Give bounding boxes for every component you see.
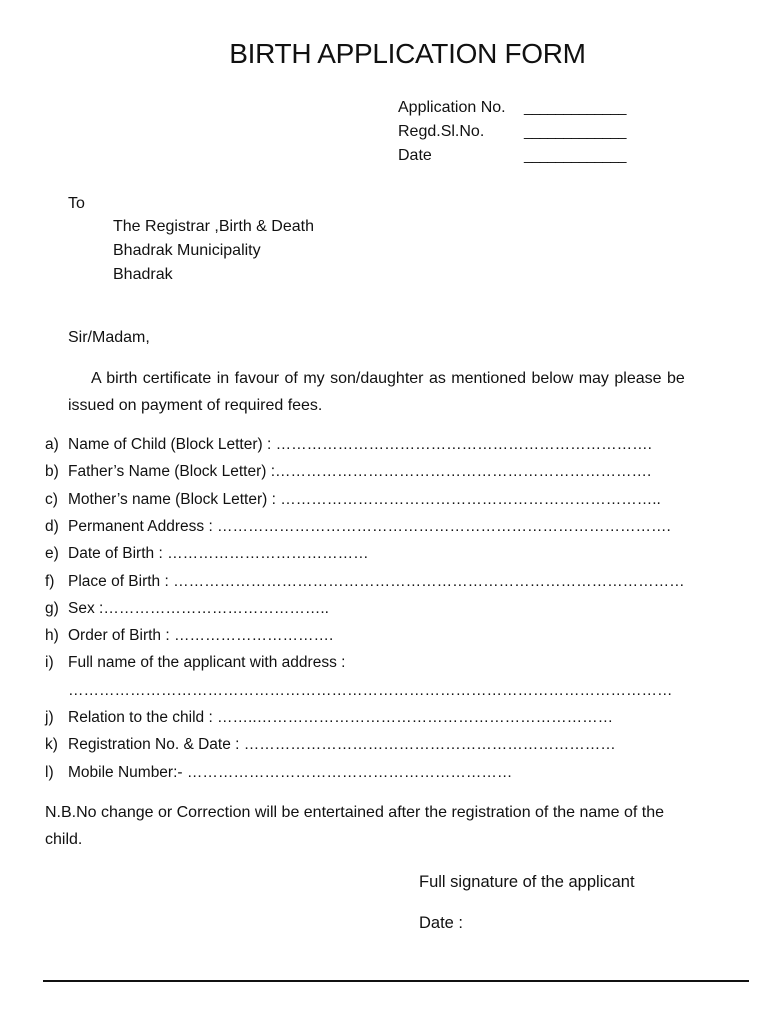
form-field-text: Name of Child (Block Letter) : ………………………………………………………………. xyxy=(68,436,652,453)
application-no-label: Application No. xyxy=(398,99,506,116)
form-field-label: l) xyxy=(45,763,54,781)
signature-label: Full signature of the applicant xyxy=(419,873,635,891)
signature-date-label: Date : xyxy=(419,914,464,932)
form-field-text: Date of Birth : ………………………………… xyxy=(68,545,369,563)
form-field-label: h) xyxy=(45,627,59,645)
request-line2: issued on payment of required fees. xyxy=(68,397,323,414)
regd-sl-no-blank: _____________ xyxy=(524,123,626,140)
salutation: Sir/Madam, xyxy=(68,329,150,346)
form-field-label: k) xyxy=(45,736,58,754)
form-field-text: Place of Birth : ……………………………………………………………………………………… xyxy=(68,572,685,590)
addressee-line3: Bhadrak xyxy=(113,266,173,283)
form-field-text: Registration No. & Date : ……………………………………………………………… xyxy=(68,736,616,754)
form-field-text: Father’s Name (Block Letter) :………………………………………………………………. xyxy=(68,463,652,481)
bottom-rule xyxy=(43,980,749,982)
form-field-label: c) xyxy=(45,490,58,508)
form-field-text: Mother’s name (Block Letter) : ……………………………………………………………….. xyxy=(68,490,661,508)
form-field-text: Full name of the applicant with address : xyxy=(68,654,346,672)
form-field-label: a) xyxy=(45,436,59,453)
form-field-label: e) xyxy=(45,545,59,563)
note-line2: child. xyxy=(45,831,83,848)
form-field-label: i) xyxy=(45,654,54,672)
request-line1: A birth certificate in favour of my son/daughter as mentioned below may please be xyxy=(91,370,685,387)
form-field-label: g) xyxy=(45,599,59,617)
form-field-text: Sex :…………………………………….. xyxy=(68,599,329,617)
form-field-text: Relation to the child : ……..…………………………………………………………… xyxy=(68,709,614,726)
addressee-line1: The Registrar ,Birth & Death xyxy=(113,218,314,235)
form-field-text: Mobile Number:- ……………………………………………………… xyxy=(68,763,513,781)
form-field-text: ……………………………………………………………………………………………………… xyxy=(68,681,673,699)
form-field-label: j) xyxy=(45,709,54,726)
date-label: Date xyxy=(398,147,432,164)
form-field-label: f) xyxy=(45,572,55,590)
addressee-line2: Bhadrak Municipality xyxy=(113,242,261,259)
note-line1: N.B.No change or Correction will be entertained after the registration of the name of the xyxy=(45,804,665,821)
form-title: BIRTH APPLICATION FORM xyxy=(229,38,586,69)
form-field-text: Permanent Address : ……………………………………………………………………………. xyxy=(68,517,671,535)
form-field-label: d) xyxy=(45,517,59,535)
form-field-label: b) xyxy=(45,463,59,481)
application-no-blank: _____________ xyxy=(524,99,626,116)
form-field-text: Order of Birth : …………………………. xyxy=(68,627,334,645)
date-blank: _____________ xyxy=(524,147,626,164)
addressee-to: To xyxy=(68,195,85,212)
regd-sl-no-label: Regd.Sl.No. xyxy=(398,123,485,140)
